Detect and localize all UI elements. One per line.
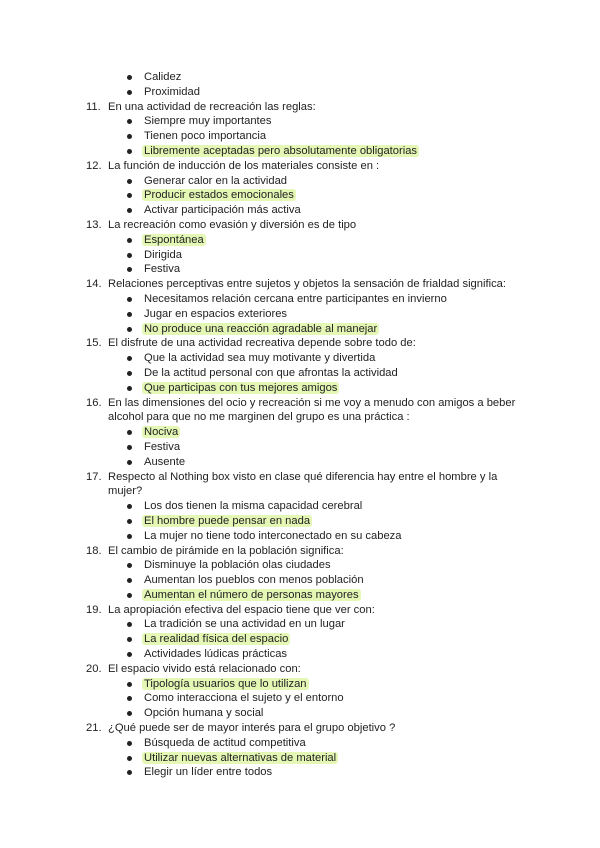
- highlighted-answer-text: Tipología usuarios que lo utilizan: [144, 677, 307, 690]
- question-line: [86, 662, 526, 677]
- bullet-icon: [127, 696, 132, 701]
- answer-option: [86, 440, 526, 455]
- question-text: La recreación como evasión y diversión es de tipo: [108, 218, 357, 231]
- answer-option: [86, 248, 526, 263]
- answer-option: [86, 233, 526, 248]
- bullet-icon: [127, 267, 132, 272]
- bullet-icon: [127, 504, 132, 509]
- answer-text: Dirigida: [144, 248, 182, 261]
- bullet-icon: [127, 386, 132, 391]
- question-text: ¿Qué puede ser de mayor interés para el grupo objetivo ?: [108, 722, 396, 735]
- answer-text: Proximidad: [144, 85, 200, 98]
- question-text: Respecto al Nothing box visto en clase qué diferencia hay entre el hombre y la mujer?: [108, 470, 498, 498]
- answer-text: Los dos tienen la misma capacidad cerebral: [144, 500, 363, 513]
- answer-option: [86, 307, 526, 322]
- bullet-icon: [127, 563, 132, 568]
- bullet-icon: [127, 770, 132, 775]
- answer-option: [86, 262, 526, 277]
- question-text: En una actividad de recreación las reglas:: [108, 100, 316, 113]
- answer-option: [86, 647, 526, 662]
- question-number: 13.: [86, 218, 102, 231]
- bullet-icon: [127, 430, 132, 435]
- answer-text: Calidez: [144, 71, 182, 83]
- question-number: 18.: [86, 544, 102, 557]
- highlighted-answer-text: No produce una reacción agradable al manejar: [144, 322, 378, 335]
- answer-option: [86, 765, 526, 780]
- bullet-icon: [127, 756, 132, 761]
- question-text: La apropiación efectiva del espacio tiene que ver con:: [108, 603, 375, 616]
- bullet-icon: [127, 149, 132, 154]
- answer-option: [86, 188, 526, 203]
- answer-text: Ausente: [144, 455, 186, 468]
- question-line: [86, 544, 526, 559]
- answer-text: Jugar en espacios exteriores: [144, 307, 288, 320]
- highlighted-answer-text: La realidad física del espacio: [144, 633, 289, 646]
- bullet-icon: [127, 208, 132, 213]
- bullet-icon: [127, 519, 132, 524]
- answer-text: Como interacciona el sujeto y el entorno: [144, 692, 344, 705]
- question-number: 15.: [86, 337, 102, 350]
- question-number: 21.: [86, 722, 102, 735]
- highlighted-answer-text: Utilizar nuevas alternativas de material: [144, 751, 337, 764]
- answer-option: [86, 203, 526, 218]
- answer-text: La mujer no tiene todo interconectado en su cabeza: [144, 529, 402, 542]
- question-line: [86, 100, 526, 115]
- answer-text: Que la actividad sea muy motivante y divertida: [144, 352, 376, 365]
- question-text: El disfrute de una actividad recreativa depende sobre todo de:: [108, 337, 416, 350]
- answer-option: [86, 425, 526, 440]
- highlighted-answer-text: Nociva: [144, 426, 179, 439]
- bullet-icon: [127, 253, 132, 258]
- question-line: [86, 277, 526, 292]
- bullet-icon: [127, 637, 132, 642]
- question-line: [86, 159, 526, 174]
- bullet-icon: [127, 75, 132, 80]
- bullet-icon: [127, 193, 132, 198]
- question-line: [86, 218, 526, 233]
- highlighted-answer-text: Libremente aceptadas pero absolutamente obligatorias: [144, 144, 418, 157]
- answer-text: Generar calor en la actividad: [144, 174, 288, 187]
- answer-option: [86, 70, 526, 85]
- question-text: La función de inducción de los materiales consiste en :: [108, 159, 380, 172]
- answer-option: [86, 322, 526, 337]
- highlighted-answer-text: Que participas con tus mejores amigos: [144, 381, 338, 394]
- answer-text: Siempre muy importantes: [144, 115, 272, 128]
- question-text: Relaciones perceptivas entre sujetos y objetos la sensación de frialdad significa:: [108, 278, 507, 291]
- question-number: 12.: [86, 159, 102, 172]
- answer-option: [86, 455, 526, 470]
- question-number: 16.: [86, 396, 102, 409]
- answer-option: [86, 632, 526, 647]
- bullet-icon: [127, 534, 132, 539]
- question-number: 11.: [86, 100, 101, 113]
- bullet-icon: [127, 179, 132, 184]
- question-text: El espacio vivido está relacionado con:: [108, 662, 301, 675]
- bullet-icon: [127, 327, 132, 332]
- answer-text: Búsqueda de actitud competitiva: [144, 736, 306, 749]
- answer-option: [86, 174, 526, 189]
- answer-option: [86, 588, 526, 603]
- highlighted-answer-text: Producir estados emocionales: [144, 189, 294, 202]
- bullet-icon: [127, 119, 132, 124]
- bullet-icon: [127, 445, 132, 450]
- question-text: En las dimensiones del ocio y recreación si me voy a menudo con amigos a beber alcohol para que no me marginen del grupo es una práctica :: [108, 396, 516, 424]
- bullet-icon: [127, 297, 132, 302]
- answer-option: [86, 751, 526, 766]
- bullet-icon: [127, 578, 132, 583]
- answer-option: [86, 381, 526, 396]
- question-line: [86, 336, 526, 351]
- highlighted-answer-text: Espontánea: [144, 233, 204, 246]
- bullet-icon: [127, 622, 132, 627]
- bullet-icon: [127, 312, 132, 317]
- answer-text: Disminuye la población olas ciudades: [144, 559, 331, 572]
- quiz-content: [86, 70, 526, 780]
- answer-text: La tradición se una actividad en un lugar: [144, 618, 345, 631]
- question-number: 14.: [86, 278, 102, 291]
- answer-option: [86, 351, 526, 366]
- answer-option: [86, 366, 526, 381]
- bullet-icon: [127, 134, 132, 139]
- bullet-icon: [127, 593, 132, 598]
- bullet-icon: [127, 371, 132, 376]
- answer-text: Opción humana y social: [144, 707, 264, 720]
- bullet-icon: [127, 356, 132, 361]
- answer-option: [86, 706, 526, 721]
- question-line: [86, 603, 526, 618]
- question-number: 19.: [86, 603, 102, 616]
- answer-option: [86, 691, 526, 706]
- answer-text: Actividades lúdicas prácticas: [144, 648, 288, 661]
- answer-text: Tienen poco importancia: [144, 130, 267, 143]
- answer-option: [86, 558, 526, 573]
- question-text: El cambio de pirámide en la población significa:: [108, 544, 344, 557]
- bullet-icon: [127, 460, 132, 465]
- bullet-icon: [127, 682, 132, 687]
- question-line: [86, 721, 526, 736]
- answer-option: [86, 499, 526, 514]
- answer-text: Activar participación más activa: [144, 204, 301, 217]
- answer-option: [86, 85, 526, 100]
- question-number: 20.: [86, 662, 102, 675]
- answer-text: Elegir un líder entre todos: [144, 766, 273, 779]
- answer-option: [86, 144, 526, 159]
- answer-option: [86, 617, 526, 632]
- question-line: [86, 396, 526, 426]
- answer-option: [86, 129, 526, 144]
- bullet-icon: [127, 711, 132, 716]
- answer-text: Aumentan los pueblos con menos población: [144, 574, 364, 587]
- highlighted-answer-text: El hombre puede pensar en nada: [144, 514, 311, 527]
- question-line: [86, 470, 526, 500]
- bullet-icon: [127, 90, 132, 95]
- answer-option: [86, 292, 526, 307]
- answer-option: [86, 573, 526, 588]
- answer-text: Festiva: [144, 440, 181, 453]
- answer-text: Necesitamos relación cercana entre participantes en invierno: [144, 292, 447, 305]
- answer-text: Festiva: [144, 263, 181, 276]
- answer-text: De la actitud personal con que afrontas la actividad: [144, 366, 398, 379]
- answer-option: [86, 514, 526, 529]
- answer-option: [86, 529, 526, 544]
- bullet-icon: [127, 652, 132, 657]
- highlighted-answer-text: Aumentan el número de personas mayores: [144, 588, 359, 601]
- question-number: 17.: [86, 470, 102, 483]
- answer-option: [86, 677, 526, 692]
- bullet-icon: [127, 238, 132, 243]
- answer-option: [86, 736, 526, 751]
- bullet-icon: [127, 741, 132, 746]
- answer-option: [86, 114, 526, 129]
